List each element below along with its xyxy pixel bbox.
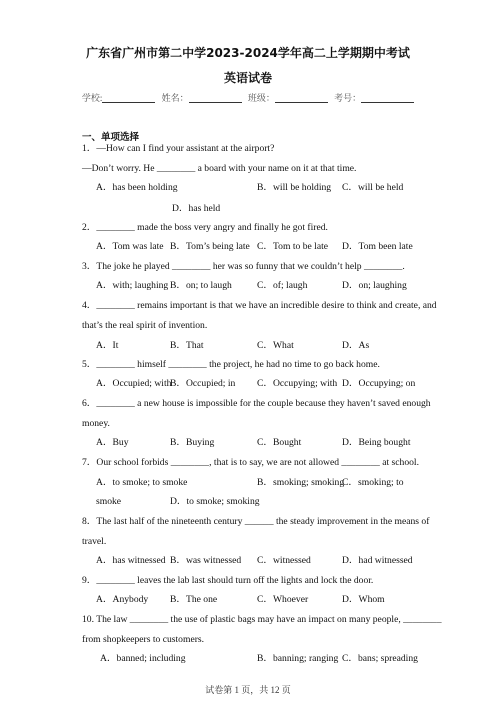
question-7-option-c-cont: smoke [96, 496, 122, 507]
question-5-option-c: C．Occupying; with [257, 378, 338, 389]
question-10-option-c: C．bans; spreading [342, 653, 418, 664]
question-4-option-a: A．It [96, 340, 119, 351]
school-label: 学校: [81, 93, 103, 103]
question-2-option-a: A．Tom was late [96, 241, 164, 252]
exam-title-line2: 英语试卷 [223, 71, 272, 85]
question-4-stem-2: that’s the real spirit of invention. [82, 320, 208, 331]
question-1-option-d: D．has held [172, 203, 221, 214]
question-8-stem: 8．The last half of the nineteenth century ______ the steady improvement in the means of [82, 516, 430, 527]
question-2-stem: 2．________ made the boss very angry and finally he got fired. [82, 222, 328, 233]
question-10-option-a: A．banned; including [100, 653, 186, 664]
question-6-stem-2: money. [82, 418, 110, 429]
question-5-option-a: A．Occupied; with [96, 378, 172, 389]
question-3-option-c: C．of; laugh [257, 280, 308, 291]
question-1-option-b: B．will be holding [257, 182, 332, 193]
question-3-option-d: D．on; laughing [342, 280, 407, 291]
question-4-option-b: B．That [170, 340, 204, 351]
question-10-option-b: B．banning; ranging [257, 653, 339, 664]
question-1-option-c: C．will be held [342, 182, 404, 193]
name-blank [189, 93, 242, 103]
question-7-option-b: B．smoking; smoking [257, 477, 345, 488]
question-10-stem: 10. The law ________ the use of plastic bags may have an impact on many people, ________ [82, 614, 442, 625]
question-4-option-d: D．As [342, 340, 370, 351]
question-6-stem: 6．________ a new house is impossible for the couple because they haven’t saved enough [82, 398, 431, 409]
question-3-option-b: B．on; to laugh [170, 280, 232, 291]
question-6-option-b: B．Buying [170, 437, 215, 448]
question-8-option-b: B．was witnessed [170, 555, 242, 566]
question-4-option-c: C．What [257, 340, 294, 351]
section-title: 一、单项选择 [82, 132, 140, 143]
question-3-stem: 3．The joke he played ________ her was so funny that we couldn’t help ________. [82, 261, 405, 272]
page-footer: 试卷第 1 页，共 12 页 [205, 685, 291, 695]
question-2-option-b: B．Tom’s being late [170, 241, 250, 252]
question-5-option-d: D．Occupying; on [342, 378, 416, 389]
question-1-stem-2: —Don’t worry. He ________ a board with your name on it at that time. [82, 163, 357, 174]
question-9-option-b: B．The one [170, 594, 218, 605]
question-7-option-d: D．to smoke; smoking [170, 496, 260, 507]
question-7-option-c: C．smoking; to [342, 477, 404, 488]
question-9-option-a: A．Anybody [96, 594, 149, 605]
question-8-option-a: A．has witnessed [96, 555, 166, 566]
class-blank [275, 93, 328, 103]
question-8-option-d: D．had witnessed [342, 555, 413, 566]
question-6-option-d: D．Being bought [342, 437, 411, 448]
question-7-stem: 7．Our school forbids ________, that is to say, we are not allowed ________ at school. [82, 457, 419, 468]
name-label: 姓名： [161, 93, 189, 103]
question-2-option-c: C．Tom to be late [257, 241, 329, 252]
question-2-option-d: D．Tom been late [342, 241, 413, 252]
number-blank [361, 93, 414, 103]
question-1-option-a: A．has been holding [96, 182, 178, 193]
student-info-row [0, 91, 496, 104]
question-9-option-c: C．Whoever [257, 594, 309, 605]
question-5-option-b: B．Occupied; in [170, 378, 236, 389]
question-6-option-c: C．Bought [257, 437, 302, 448]
question-8-stem-2: travel. [82, 536, 107, 547]
question-9-stem: 9．________ leaves the lab last should turn off the lights and lock the door. [82, 575, 374, 586]
exam-title-line1: 广东省广州市第二中学2023-2024学年高二上学期期中考试 [86, 46, 410, 60]
question-9-option-d: D．Whom [342, 594, 385, 605]
question-4-stem: 4．________ remains important is that we have an incredible desire to think and create, and [82, 300, 437, 311]
question-3-option-a: A．with; laughing [96, 280, 169, 291]
question-10-stem-2: from shopkeepers to customers. [82, 634, 205, 645]
question-6-option-a: A．Buy [96, 437, 129, 448]
question-8-option-c: C．witnessed [257, 555, 311, 566]
class-label: 班级： [247, 93, 275, 103]
question-7-option-a: A．to smoke; to smoke [96, 477, 188, 488]
question-5-stem: 5．________ himself ________ the project, he had no time to go back home. [82, 359, 380, 370]
question-1-stem: 1．—How can I find your assistant at the airport? [82, 143, 275, 154]
school-blank [102, 93, 155, 103]
number-label: 考号： [334, 93, 362, 103]
